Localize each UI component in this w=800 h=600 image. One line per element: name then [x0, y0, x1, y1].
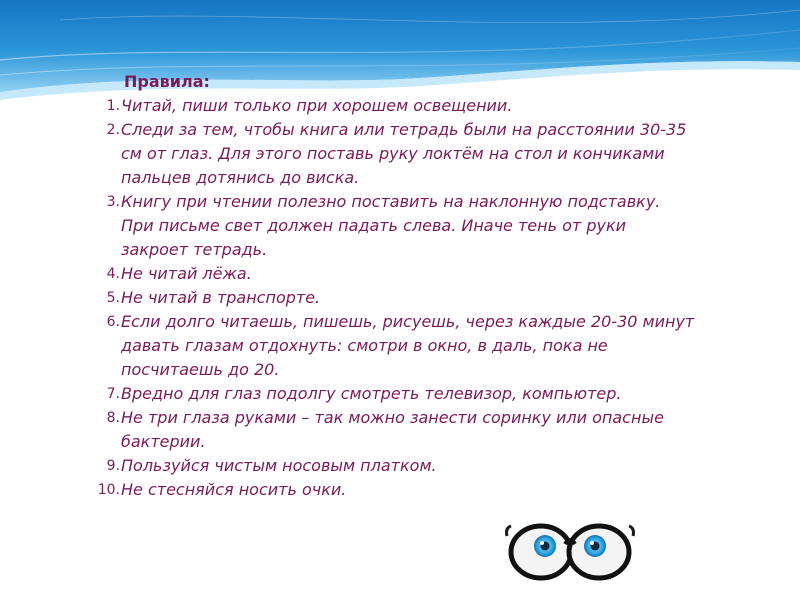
- rule-number: 7.: [106, 386, 120, 402]
- rule-item: [96, 454, 696, 478]
- rule-item: [96, 262, 696, 286]
- rule-text: Пользуйся чистым носовым платком.: [121, 456, 437, 475]
- rule-item: [96, 286, 696, 310]
- rule-number: 6.: [106, 314, 120, 330]
- rule-item: [96, 478, 696, 502]
- rule-number: 9.: [106, 458, 120, 474]
- rule-number: 8.: [106, 410, 120, 426]
- rule-item: [96, 382, 696, 406]
- rule-text: Не читай в транспорте.: [121, 288, 321, 307]
- rule-item: [96, 190, 696, 262]
- rules-title: Правила:: [124, 72, 210, 91]
- eyeglasses-with-eyes-icon: [505, 518, 635, 586]
- rule-text: Вредно для глаз подолгу смотреть телевизор, компьютер.: [121, 384, 622, 403]
- rule-number: 4.: [106, 266, 120, 282]
- rule-text: Не три глаза руками – так можно занести соринку или опасные бактерии.: [121, 408, 664, 451]
- rule-number: 1.: [106, 98, 120, 114]
- rule-number: 2.: [106, 122, 120, 138]
- rule-number: 10.: [97, 482, 120, 498]
- rules-block: [96, 70, 696, 502]
- rule-text: Читай, пиши только при хорошем освещении.: [121, 96, 513, 115]
- rule-text: Следи за тем, чтобы книга или тетрадь были на расстоянии 30-35 см от глаз. Для этого поставь руку локтём на стол и кончиками пальцев дотянись до виска.: [121, 120, 687, 187]
- rule-number: 3.: [106, 194, 120, 210]
- rule-text: Если долго читаешь, пишешь, рисуешь, через каждые 20-30 минут давать глазам отдохнуть: смотри в окно, в даль, пока не посчитаешь до 20.: [121, 312, 695, 379]
- rule-text: Книгу при чтении полезно поставить на наклонную подставку. При письме свет должен падать слева. Иначе тень от руки закроет тетрадь.: [121, 192, 661, 259]
- rule-item: [96, 406, 696, 454]
- rule-item: [96, 310, 696, 382]
- rule-text: Не стесняйся носить очки.: [121, 480, 347, 499]
- rules-list: [96, 94, 696, 502]
- rule-item: [96, 94, 696, 118]
- rule-item: [96, 118, 696, 190]
- rule-number: 5.: [106, 290, 120, 306]
- rule-text: Не читай лёжа.: [121, 264, 252, 283]
